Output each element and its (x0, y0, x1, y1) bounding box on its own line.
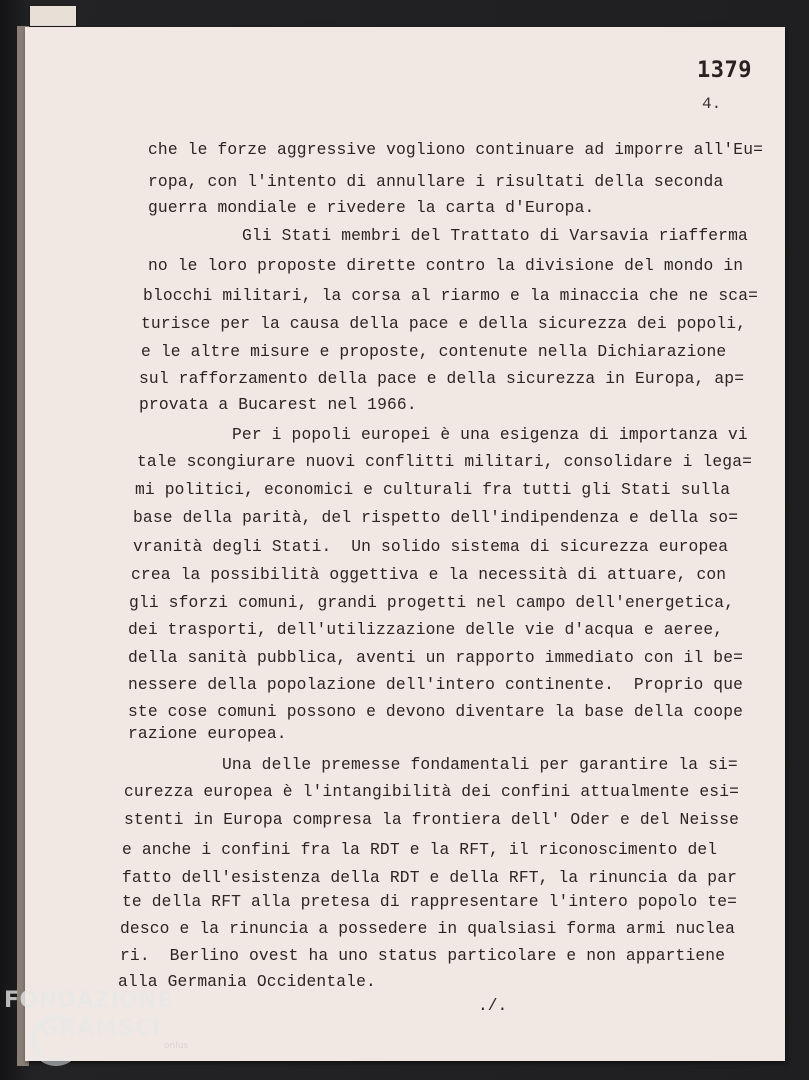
text-line: alla Germania Occidentale. (118, 972, 376, 991)
continuation-mark: ./. (478, 996, 508, 1015)
text-line: stenti in Europa compresa la frontiera dell' Oder e del Neisse (124, 810, 740, 829)
text-line: turisce per la causa della pace e della sicurezza dei popoli, (141, 314, 747, 333)
text-line: e anche i confini fra la RDT e la RFT, il riconoscimento del (122, 840, 718, 859)
text-line: provata a Bucarest nel 1966. (139, 395, 417, 414)
text-line: ste cose comuni possono e devono diventare la base della coope (128, 702, 744, 721)
text-line: Per i popoli europei è una esigenza di importanza vi (232, 425, 748, 444)
text-line: guerra mondiale e rivedere la carta d'Europa. (148, 198, 595, 217)
text-line: razione europea. (128, 724, 287, 743)
text-line: nessere della popolazione dell'intero continente. Proprio que (128, 675, 744, 694)
watermark (4, 990, 188, 1051)
text-line: fatto dell'esistenza della RDT e della RFT, la rinuncia da par (122, 868, 738, 887)
text-line: mi politici, economici e culturali fra tutti gli Stati sulla (135, 480, 731, 499)
watermark-line-2: GRAMSCI (40, 1016, 162, 1041)
text-line: te della RFT alla pretesa di rappresentare l'intero popolo te= (122, 892, 738, 911)
text-line: base della parità, del rispetto dell'indipendenza e della so= (133, 508, 739, 527)
text-line: ri. Berlino ovest ha uno status particolare e non appartiene (120, 946, 726, 965)
text-line: dei trasporti, dell'utilizzazione delle vie d'acqua e aeree, (128, 620, 724, 639)
text-line: ropa, con l'intento di annullare i risultati della seconda (148, 172, 724, 191)
text-line: sul rafforzamento della pace e della sicurezza in Europa, ap= (139, 369, 745, 388)
text-line: tale scongiurare nuovi conflitti militari, consolidare i lega= (137, 452, 753, 471)
text-line: blocchi militari, la corsa al riarmo e la minaccia che ne sca= (143, 286, 759, 305)
text-line: e le altre misure e proposte, contenute nella Dichiarazione (141, 342, 727, 361)
archive-stamp-number: 1379 (697, 58, 752, 83)
text-line: Una delle premesse fondamentali per garantire la si= (222, 755, 738, 774)
page-number: 4. (702, 95, 722, 113)
text-line: che le forze aggressive vogliono continuare ad imporre all'Eu= (148, 140, 764, 159)
watermark-line-1: FONDAZIONE (4, 988, 173, 1013)
text-line: desco e la rinuncia a possedere in qualsiasi forma armi nuclea (120, 919, 736, 938)
text-line: della sanità pubblica, aventi un rapporto immediato con il be= (128, 648, 744, 667)
text-line: crea la possibilità oggettiva e la necessità di attuare, con (131, 565, 727, 584)
text-line: Gli Stati membri del Trattato di Varsavia riafferma (242, 226, 748, 245)
watermark-line-3: onlus (164, 1041, 189, 1051)
text-line: no le loro proposte dirette contro la divisione del mondo in (148, 256, 744, 275)
text-line: vranità degli Stati. Un solido sistema di sicurezza europea (133, 537, 729, 556)
paper-tab (30, 6, 76, 26)
text-line: curezza europea è l'intangibilità dei confini attualmente esi= (124, 782, 740, 801)
text-line: gli sforzi comuni, grandi progetti nel campo dell'energetica, (129, 593, 735, 612)
